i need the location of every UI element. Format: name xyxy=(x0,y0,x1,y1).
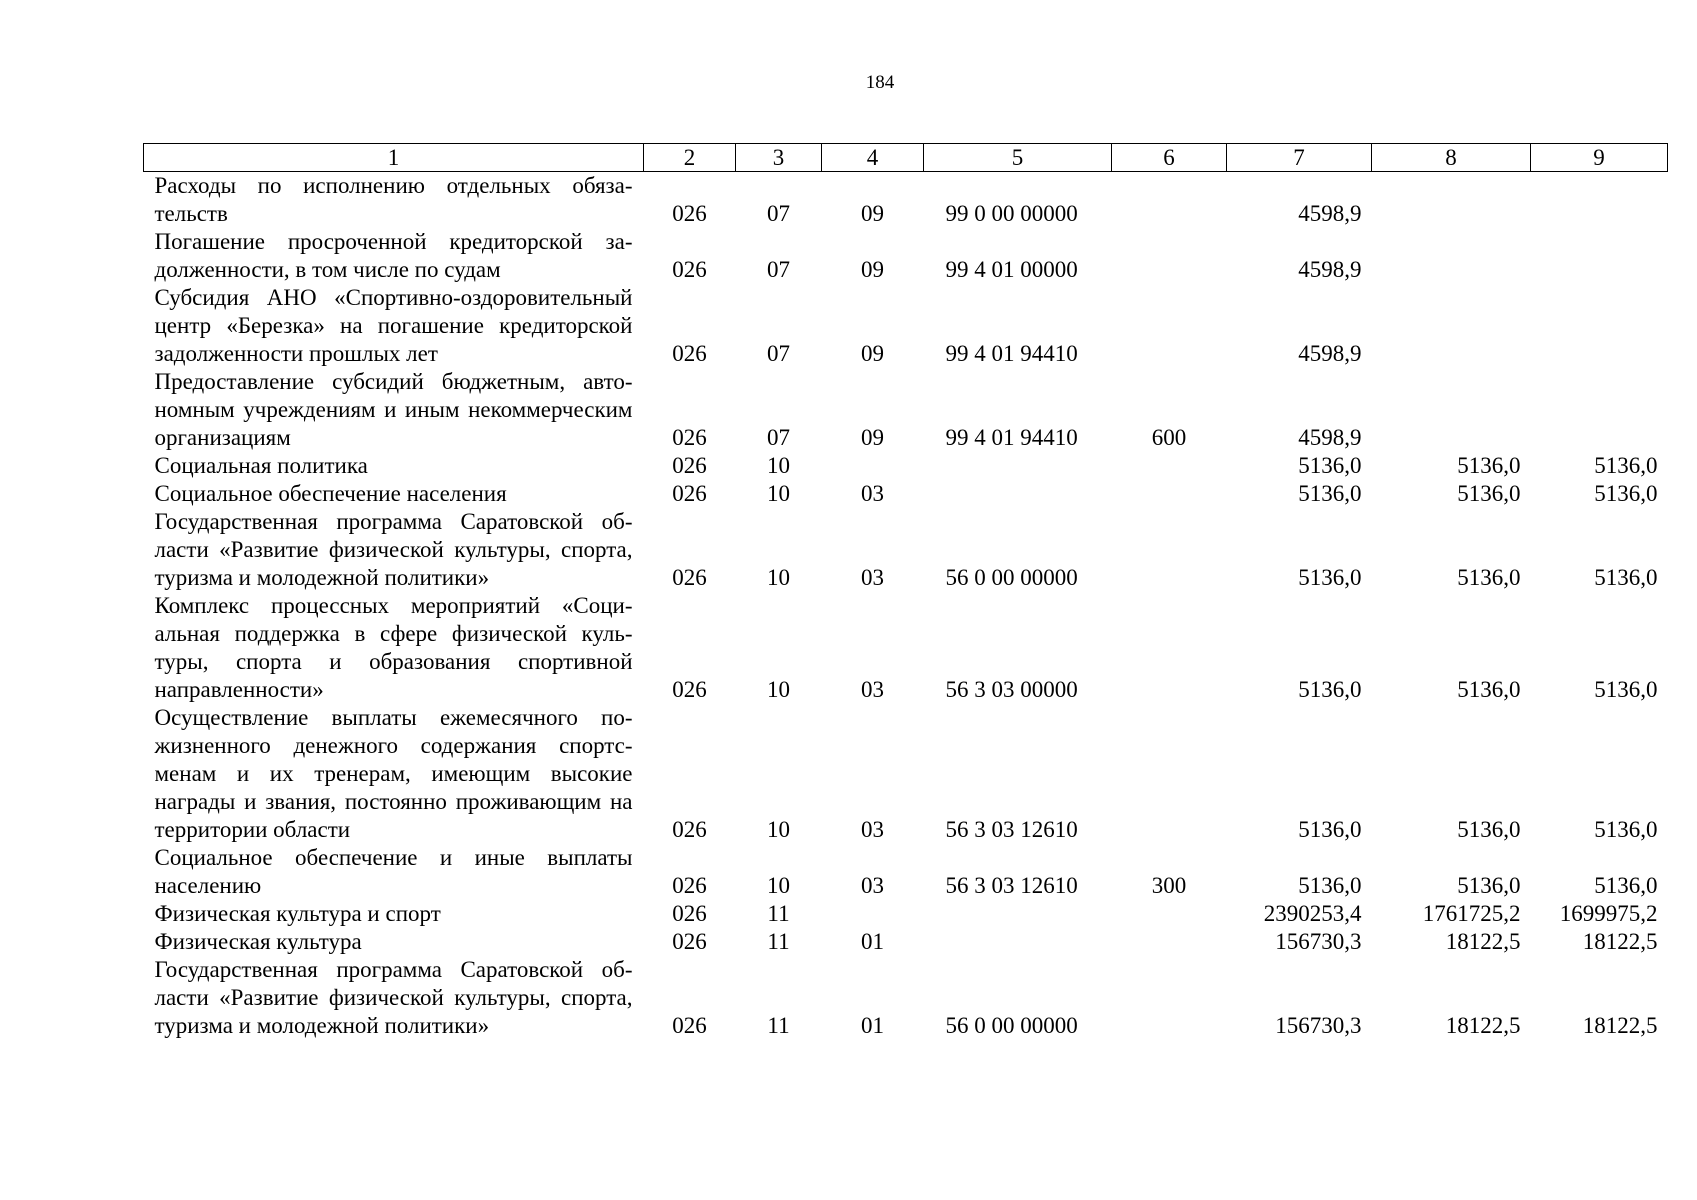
column-header-7: 7 xyxy=(1227,144,1372,172)
row-amount-3-cell: 18122,5 xyxy=(1582,1013,1658,1038)
row-subsection-cell: 09 xyxy=(861,201,884,226)
row-amount-2-cell: 18122,5 xyxy=(1445,929,1521,954)
row-amount-2-cell xyxy=(1372,284,1531,368)
row-ved-cell: 026 xyxy=(672,257,707,282)
row-subsection-cell: 03 xyxy=(861,565,884,590)
row-section-cell: 11 xyxy=(767,1013,790,1038)
row-expense-type-cell xyxy=(1112,592,1227,704)
row-ved-cell: 026 xyxy=(672,201,707,226)
column-header-2: 2 xyxy=(644,144,736,172)
row-subsection-cell: 03 xyxy=(861,817,884,842)
row-expense-type-cell: 600 xyxy=(1151,425,1187,450)
row-amount-3-cell: 5136,0 xyxy=(1594,677,1658,702)
row-name-cell: Государственная программа Саратовской области «Развитие физической культуры, спорта, туризма и молодежной политики» xyxy=(154,957,633,1038)
row-section-cell: 11 xyxy=(767,901,790,926)
row-section-cell: 07 xyxy=(767,425,790,450)
row-subsection-cell: 01 xyxy=(861,929,884,954)
column-header-9: 9 xyxy=(1531,144,1668,172)
table-row xyxy=(144,172,1668,229)
row-amount-1-cell: 5136,0 xyxy=(1298,873,1362,898)
row-name-cell: Социальная политика xyxy=(154,453,368,478)
table-row xyxy=(144,368,1668,452)
row-name-cell: Субсидия АНО «Спортивно-оздоровительный центр «Березка» на погашение кредиторской задолженности прошлых лет xyxy=(154,285,633,366)
table-body xyxy=(144,172,1668,1041)
budget-table xyxy=(143,143,1668,1040)
row-ved-cell: 026 xyxy=(672,929,707,954)
row-target-article-cell xyxy=(924,900,1112,928)
row-amount-1-cell: 5136,0 xyxy=(1298,481,1362,506)
row-amount-3-cell xyxy=(1531,172,1668,229)
column-header-8: 8 xyxy=(1372,144,1531,172)
row-target-article-cell: 99 0 00 00000 xyxy=(945,201,1078,226)
row-amount-1-cell: 4598,9 xyxy=(1298,201,1362,226)
table-row xyxy=(144,900,1668,928)
page-number: 184 xyxy=(865,72,895,93)
row-amount-3-cell: 5136,0 xyxy=(1594,453,1658,478)
header-row xyxy=(144,144,1668,172)
row-subsection-cell: 09 xyxy=(861,341,884,366)
row-section-cell: 11 xyxy=(767,929,790,954)
row-expense-type-cell xyxy=(1112,480,1227,508)
row-name-cell: Предоставление субсидий бюджетным, автономным учреждениям и иным некоммерческим организациям xyxy=(154,369,633,450)
row-section-cell: 10 xyxy=(767,453,790,478)
row-subsection-cell: 03 xyxy=(861,481,884,506)
row-amount-2-cell xyxy=(1372,368,1531,452)
row-amount-1-cell: 4598,9 xyxy=(1298,257,1362,282)
row-ved-cell: 026 xyxy=(672,1013,707,1038)
row-target-article-cell xyxy=(924,480,1112,508)
row-amount-2-cell: 18122,5 xyxy=(1445,1013,1521,1038)
table-row xyxy=(144,452,1668,480)
row-amount-3-cell: 5136,0 xyxy=(1594,481,1658,506)
row-amount-3-cell xyxy=(1531,368,1668,452)
row-ved-cell: 026 xyxy=(672,873,707,898)
row-name-cell: Государственная программа Саратовской области «Развитие физической культуры, спорта, туризма и молодежной политики» xyxy=(154,509,633,590)
row-target-article-cell xyxy=(924,928,1112,956)
row-section-cell: 10 xyxy=(767,481,790,506)
row-ved-cell: 026 xyxy=(672,341,707,366)
row-amount-3-cell xyxy=(1531,228,1668,284)
row-section-cell: 10 xyxy=(767,817,790,842)
row-target-article-cell: 99 4 01 94410 xyxy=(945,425,1078,450)
row-section-cell: 07 xyxy=(767,257,790,282)
row-subsection-cell xyxy=(822,900,924,928)
row-amount-2-cell: 1761725,2 xyxy=(1422,901,1521,926)
row-amount-1-cell: 5136,0 xyxy=(1298,565,1362,590)
row-ved-cell: 026 xyxy=(672,425,707,450)
column-header-3: 3 xyxy=(736,144,822,172)
row-expense-type-cell xyxy=(1112,452,1227,480)
table-row xyxy=(144,928,1668,956)
row-expense-type-cell xyxy=(1112,172,1227,229)
row-target-article-cell: 56 0 00 00000 xyxy=(945,1013,1078,1038)
row-subsection-cell: 03 xyxy=(861,677,884,702)
row-amount-1-cell: 5136,0 xyxy=(1298,817,1362,842)
table-row xyxy=(144,508,1668,592)
row-amount-2-cell xyxy=(1372,172,1531,229)
row-section-cell: 10 xyxy=(767,565,790,590)
row-name-cell: Физическая культура и спорт xyxy=(154,901,441,926)
row-target-article-cell: 99 4 01 00000 xyxy=(945,257,1078,282)
row-amount-1-cell: 2390253,4 xyxy=(1263,901,1362,926)
row-amount-2-cell: 5136,0 xyxy=(1457,677,1521,702)
row-name-cell: Физическая культура xyxy=(154,929,362,954)
row-name-cell: Расходы по исполнению отдельных обязательств xyxy=(154,173,633,226)
row-subsection-cell: 09 xyxy=(861,425,884,450)
row-subsection-cell: 01 xyxy=(861,1013,884,1038)
row-target-article-cell: 56 3 03 00000 xyxy=(945,677,1078,702)
column-header-4: 4 xyxy=(822,144,924,172)
table-row xyxy=(144,704,1668,844)
row-subsection-cell: 03 xyxy=(861,873,884,898)
row-amount-3-cell: 1699975,2 xyxy=(1559,901,1658,926)
row-section-cell: 07 xyxy=(767,341,790,366)
column-header-6: 6 xyxy=(1112,144,1227,172)
row-amount-1-cell: 4598,9 xyxy=(1298,341,1362,366)
row-section-cell: 10 xyxy=(767,873,790,898)
table-row xyxy=(144,480,1668,508)
column-header-1: 1 xyxy=(144,144,644,172)
row-expense-type-cell xyxy=(1112,228,1227,284)
row-amount-2-cell xyxy=(1372,228,1531,284)
row-amount-3-cell: 5136,0 xyxy=(1594,817,1658,842)
table-row xyxy=(144,844,1668,900)
row-section-cell: 10 xyxy=(767,677,790,702)
row-expense-type-cell xyxy=(1112,508,1227,592)
row-amount-2-cell: 5136,0 xyxy=(1457,873,1521,898)
row-expense-type-cell xyxy=(1112,704,1227,844)
row-amount-2-cell: 5136,0 xyxy=(1457,565,1521,590)
row-target-article-cell xyxy=(924,452,1112,480)
row-expense-type-cell xyxy=(1112,928,1227,956)
row-amount-3-cell: 5136,0 xyxy=(1594,565,1658,590)
row-amount-1-cell: 5136,0 xyxy=(1298,453,1362,478)
table-row xyxy=(144,592,1668,704)
row-amount-1-cell: 156730,3 xyxy=(1275,929,1362,954)
row-amount-2-cell: 5136,0 xyxy=(1457,453,1521,478)
row-target-article-cell: 56 3 03 12610 xyxy=(945,817,1078,842)
table-row xyxy=(144,228,1668,284)
row-target-article-cell: 56 3 03 12610 xyxy=(945,873,1078,898)
row-subsection-cell: 09 xyxy=(861,257,884,282)
row-name-cell: Осуществление выплаты ежемесячного пожизненного денежного содержания спортсменам и их тренерам, имеющим высокие награды и звания, постоянно проживающим на территории области xyxy=(154,705,633,842)
row-name-cell: Социальное обеспечение и иные выплаты населению xyxy=(154,845,633,898)
row-target-article-cell: 56 0 00 00000 xyxy=(945,565,1078,590)
row-section-cell: 07 xyxy=(767,201,790,226)
row-amount-1-cell: 4598,9 xyxy=(1298,425,1362,450)
row-ved-cell: 026 xyxy=(672,565,707,590)
row-name-cell: Комплекс процессных мероприятий «Социальная поддержка в сфере физической культуры, спорта и образования спортивной направленности» xyxy=(154,593,633,702)
row-name-cell: Социальное обеспечение населения xyxy=(154,481,507,506)
row-expense-type-cell xyxy=(1112,956,1227,1040)
row-amount-3-cell: 18122,5 xyxy=(1582,929,1658,954)
row-expense-type-cell: 300 xyxy=(1151,873,1187,898)
row-target-article-cell: 99 4 01 94410 xyxy=(945,341,1078,366)
row-amount-3-cell xyxy=(1531,284,1668,368)
row-amount-1-cell: 5136,0 xyxy=(1298,677,1362,702)
table-row xyxy=(144,284,1668,368)
row-name-cell: Погашение просроченной кредиторской задолженности, в том числе по судам xyxy=(154,229,633,282)
row-subsection-cell xyxy=(822,452,924,480)
row-expense-type-cell xyxy=(1112,284,1227,368)
row-ved-cell: 026 xyxy=(672,677,707,702)
row-ved-cell: 026 xyxy=(672,453,707,478)
row-amount-3-cell: 5136,0 xyxy=(1594,873,1658,898)
row-amount-2-cell: 5136,0 xyxy=(1457,481,1521,506)
row-expense-type-cell xyxy=(1112,900,1227,928)
row-ved-cell: 026 xyxy=(672,481,707,506)
row-amount-1-cell: 156730,3 xyxy=(1275,1013,1362,1038)
row-ved-cell: 026 xyxy=(672,901,707,926)
row-amount-2-cell: 5136,0 xyxy=(1457,817,1521,842)
table-row xyxy=(144,956,1668,1040)
row-ved-cell: 026 xyxy=(672,817,707,842)
column-header-5: 5 xyxy=(924,144,1112,172)
